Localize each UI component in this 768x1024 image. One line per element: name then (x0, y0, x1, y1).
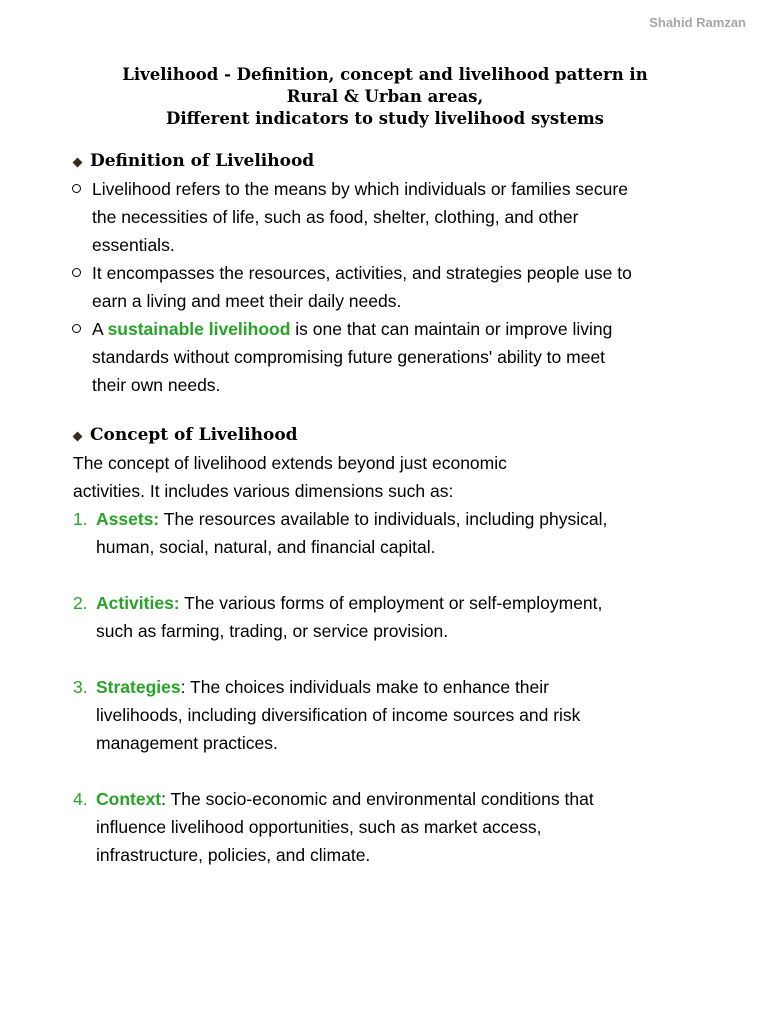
definition-heading (74, 150, 314, 172)
item-number: 4. (73, 789, 88, 809)
item-line: infrastructure, policies, and climate. (96, 845, 371, 865)
item-line (96, 589, 713, 617)
author-name: Shahid Ramzan (649, 15, 746, 30)
definition-bullet-3 (72, 315, 712, 399)
item-rest: : The socio-economic and environmental conditions that (161, 789, 594, 809)
concept-heading-text: Concept of Livelihood (90, 425, 298, 445)
definition-bullet-1 (72, 175, 712, 259)
bullet-line: their own needs. (92, 375, 221, 395)
title-line-3: Different indicators to study livelihood systems (166, 109, 604, 128)
item-rest: : The choices individuals make to enhance their (180, 677, 549, 697)
concept-item-context (73, 785, 713, 869)
bullet-line: It encompasses the resources, activities, and strategies people use to (92, 263, 632, 283)
concept-item-assets (73, 505, 713, 561)
item-line: human, social, natural, and financial capital. (96, 537, 436, 557)
definition-heading-text: Definition of Livelihood (90, 151, 315, 171)
bullet-line: standards without compromising future generations' ability to meet (92, 347, 606, 367)
item-line: such as farming, trading, or service provision. (96, 621, 449, 641)
item-rest: The various forms of employment or self-employment, (179, 593, 603, 613)
item-line: livelihoods, including diversification of income sources and risk (96, 705, 581, 725)
item-number: 3. (73, 677, 88, 697)
circle-bullet-icon (72, 268, 81, 277)
bullet-line (92, 315, 712, 343)
intro-line: activities. It includes various dimensions such as: (73, 481, 454, 501)
bullet-rest: is one that can maintain or improve living (290, 319, 613, 339)
diamond-bullet-icon (73, 158, 83, 168)
title-line-2: Rural & Urban areas, (286, 87, 484, 106)
item-term: Strategies (96, 677, 181, 697)
document-title (60, 64, 710, 130)
concept-heading (74, 424, 298, 446)
bullet-line: earn a living and meet their daily needs. (92, 291, 402, 311)
concept-item-activities (73, 589, 713, 645)
circle-bullet-icon (72, 324, 81, 333)
sustainable-livelihood-highlight: sustainable livelihood (107, 319, 291, 339)
bullet-prefix: A (92, 319, 108, 339)
item-number: 2. (73, 593, 88, 613)
item-line (96, 505, 713, 533)
item-line (96, 785, 713, 813)
definition-bullet-2 (72, 259, 712, 315)
bullet-line: essentials. (92, 235, 175, 255)
item-term: Assets: (96, 509, 160, 529)
item-term: Context (96, 789, 162, 809)
circle-bullet-icon (72, 184, 81, 193)
bullet-line: Livelihood refers to the means by which individuals or families secure (92, 179, 628, 199)
item-term: Activities: (96, 593, 180, 613)
item-rest: The resources available to individuals, including physical, (159, 509, 608, 529)
item-line: influence livelihood opportunities, such as market access, (96, 817, 542, 837)
intro-line: The concept of livelihood extends beyond just economic (73, 453, 507, 473)
item-line: management practices. (96, 733, 278, 753)
title-line-1: Livelihood - Definition, concept and livelihood pattern in (122, 65, 648, 84)
concept-intro (73, 449, 693, 505)
concept-item-strategies (73, 673, 713, 757)
bullet-line: the necessities of life, such as food, shelter, clothing, and other (92, 207, 579, 227)
diamond-bullet-icon (73, 432, 83, 442)
item-line (96, 673, 713, 701)
item-number: 1. (73, 509, 88, 529)
